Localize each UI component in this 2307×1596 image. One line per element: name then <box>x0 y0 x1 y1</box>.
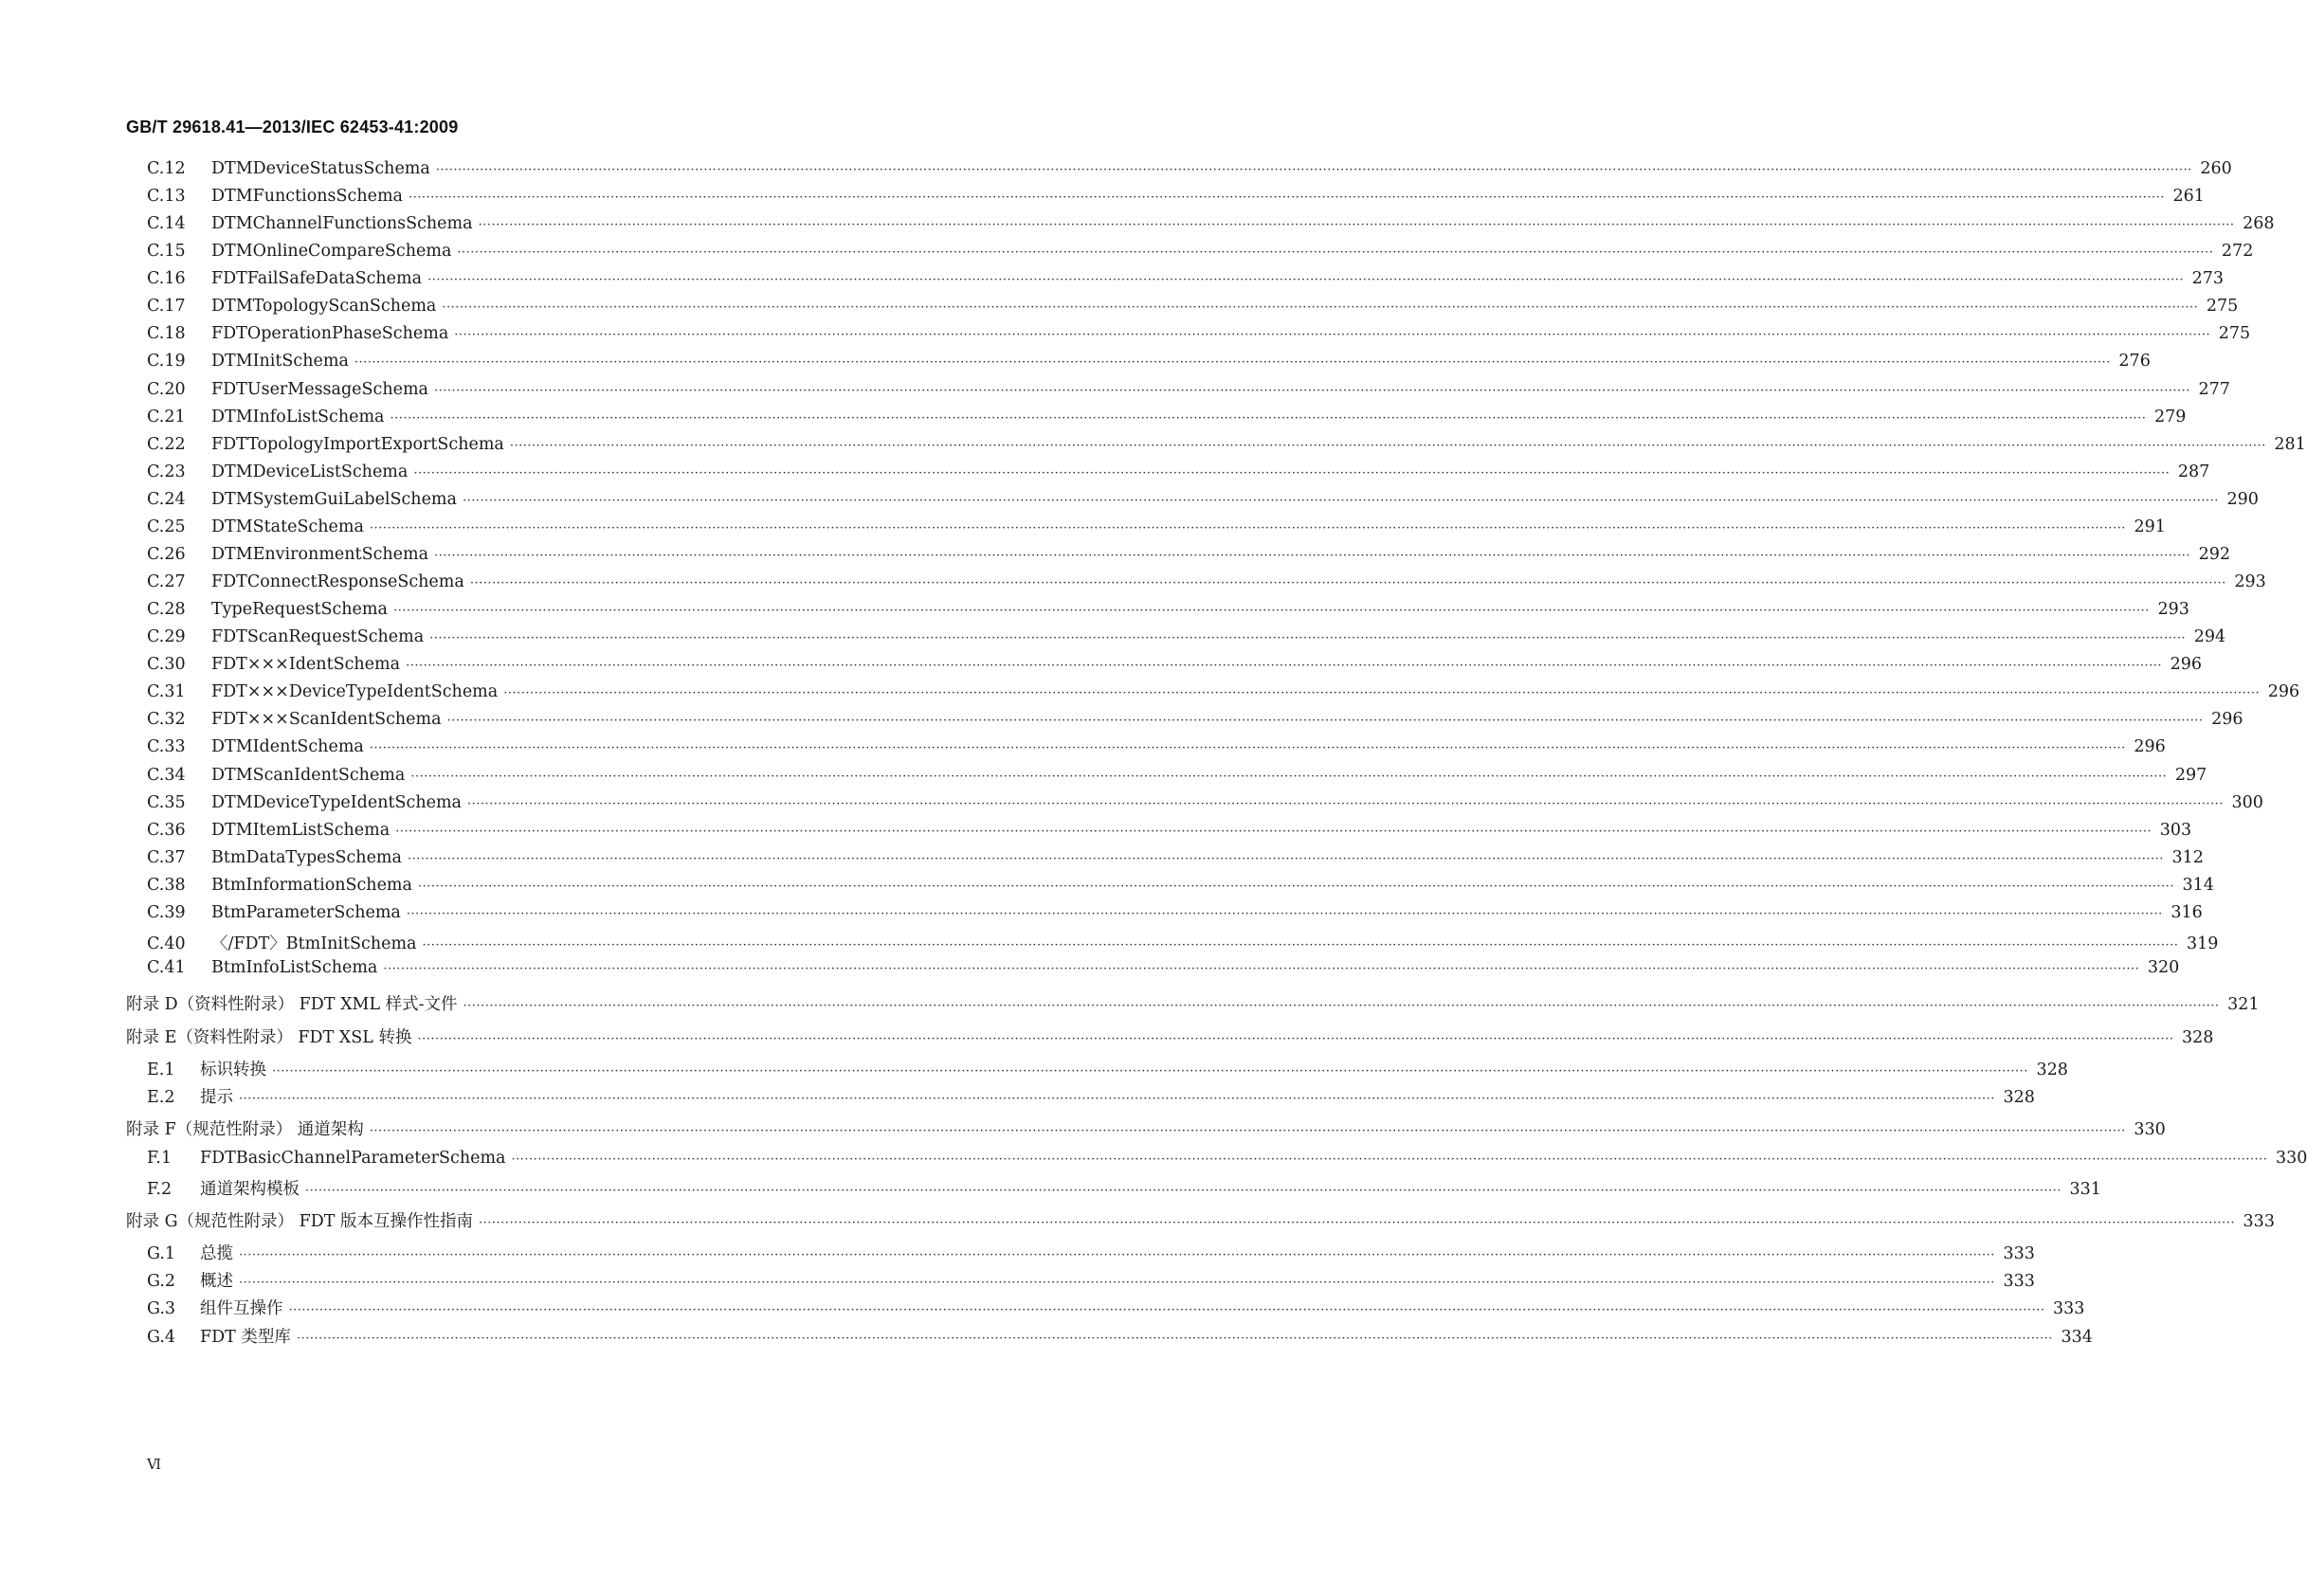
toc-entry-number: C.23 <box>147 462 186 481</box>
toc-entry-title: BtmParameterSchema <box>211 903 401 922</box>
toc-page-number: 333 <box>2003 1244 2035 1263</box>
toc-page-number: 293 <box>2234 572 2266 591</box>
toc-entry-number: C.25 <box>147 517 186 536</box>
toc-entry[interactable] <box>147 793 2263 818</box>
toc-leader-dots: ················································································································································································································································································································································································································ <box>454 328 2211 342</box>
toc-page-number: 320 <box>2147 958 2180 977</box>
toc-leader-dots: ················································································································································································································································································································································································································ <box>369 521 2126 535</box>
toc-page-number: 333 <box>2003 1272 2035 1291</box>
toc-entry-title: DTMInfoListSchema <box>211 408 385 426</box>
toc-entry-number: C.17 <box>147 297 186 316</box>
toc-leader-dots: ················································································································································································································································································································································································································ <box>239 1276 1995 1290</box>
toc-page-number: 296 <box>2267 682 2300 701</box>
toc-entry-number: C.24 <box>147 490 186 509</box>
toc-entry-number: C.36 <box>147 821 186 840</box>
toc-entry-number: G.3 <box>147 1299 176 1318</box>
toc-leader-dots: ················································································································································································································································································································································································································ <box>427 273 2184 287</box>
toc-entry-title: FDTConnectResponseSchema <box>211 572 464 591</box>
toc-entry-title: 总揽 <box>200 1244 233 1263</box>
toc-leader-dots: ················································································································································································································································································································································································································ <box>511 1152 2268 1167</box>
toc-entry-number: C.14 <box>147 214 186 233</box>
toc-entry[interactable] <box>147 490 2259 515</box>
toc-leader-dots: ················································································································································································································································································································································································································ <box>467 797 2224 811</box>
toc-entry-title: DTMSystemGuiLabelSchema <box>211 490 457 509</box>
toc-page-number: 333 <box>2243 1212 2275 1231</box>
toc-entry[interactable] <box>147 159 2232 184</box>
toc-entry[interactable] <box>126 1025 2214 1049</box>
toc-leader-dots: ················································································································································································································································································································································································································ <box>469 576 2226 590</box>
toc-entry-title: FDTScanRequestSchema <box>211 627 425 646</box>
toc-entry-number: C.18 <box>147 324 186 343</box>
toc-leader-dots: ················································································································································································································································································································································································································ <box>435 163 2192 177</box>
toc-entry-title: FDTUserMessageSchema <box>211 380 428 399</box>
toc-page-number: 296 <box>2170 655 2202 674</box>
toc-page-number: 279 <box>2154 408 2187 426</box>
toc-entry[interactable] <box>147 627 2226 652</box>
toc-entry[interactable] <box>126 1116 2166 1141</box>
toc-page-number: 294 <box>2193 627 2226 646</box>
toc-page-number: 334 <box>2061 1328 2093 1347</box>
toc-page-number: 312 <box>2171 848 2204 867</box>
toc-leader-dots: ················································································································································································································································································································································································································ <box>417 880 2174 894</box>
toc-entry-title: 组件互操作 <box>200 1299 283 1318</box>
toc-page-number: 281 <box>2274 435 2306 454</box>
toc-entry[interactable] <box>147 297 2239 321</box>
toc-entry-title: FDT 类型库 <box>200 1328 291 1347</box>
toc-entry[interactable] <box>147 572 2266 597</box>
toc-leader-dots: ················································································································································································································································································································································································································ <box>369 741 2126 755</box>
toc-entry-number: C.33 <box>147 737 186 756</box>
toc-page-number: 291 <box>2134 517 2166 536</box>
toc-leader-dots: ················································································································································································································································································································································································································ <box>478 218 2235 232</box>
toc-entry[interactable] <box>147 1176 2101 1201</box>
toc-entry-title: FDT×××DeviceTypeIdentSchema <box>211 682 499 701</box>
toc-page-number: 272 <box>2221 242 2254 261</box>
toc-page-number: 293 <box>2157 600 2189 619</box>
toc-leader-dots: ················································································································································································································································································································································································································ <box>369 1124 2126 1138</box>
toc-leader-dots: ················································································································································································································································································································································································································ <box>410 770 2168 784</box>
toc-page-number: 328 <box>2181 1028 2214 1047</box>
toc-leader-dots: ················································································································································································································································································································································································································ <box>457 245 2214 260</box>
toc-leader-dots: ················································································································································································································································································································································································································ <box>442 300 2199 315</box>
toc-entry-title: DTMTopologyScanSchema <box>211 297 437 316</box>
toc-entry-title: DTMEnvironmentSchema <box>211 545 429 564</box>
toc-page-number: 316 <box>2171 903 2203 922</box>
toc-leader-dots: ················································································································································································································································································································································································································ <box>503 686 2261 700</box>
toc-entry-title: 通道架构模板 <box>200 1180 300 1199</box>
toc-appendix-title: 附录 D（资料性附录） FDT XML 样式-文件 <box>126 995 458 1014</box>
toc-leader-dots: ················································································································································································································································································································································································································ <box>463 999 2220 1013</box>
toc-entry[interactable] <box>147 408 2187 432</box>
toc-entry[interactable] <box>147 1241 2035 1265</box>
toc-page-number: 268 <box>2243 214 2275 233</box>
toc-entry-title: FDTOperationPhaseSchema <box>211 324 449 343</box>
toc-page-number: 275 <box>2206 297 2239 316</box>
toc-entry[interactable] <box>147 214 2275 239</box>
toc-page-number: 297 <box>2174 766 2207 785</box>
toc-entry-title: DTMChannelFunctionsSchema <box>211 214 473 233</box>
toc-leader-dots: ················································································································································································································································································································································································································ <box>383 962 2140 976</box>
toc-leader-dots: ················································································································································································································································································································································································································ <box>417 1032 2174 1046</box>
toc-page-number: 287 <box>2177 462 2210 481</box>
toc-entry-title: DTMStateSchema <box>211 517 364 536</box>
toc-entry[interactable] <box>147 352 2151 376</box>
toc-leader-dots: ················································································································································································································································································································································································································ <box>390 411 2147 426</box>
toc-entry[interactable] <box>147 1324 2093 1349</box>
toc-leader-dots: ················································································································································································································································································································································································································ <box>288 1303 2045 1317</box>
toc-entry-number: C.39 <box>147 903 186 922</box>
toc-entry[interactable] <box>147 821 2192 845</box>
toc-entry[interactable] <box>147 931 2219 955</box>
toc-entry-number: C.27 <box>147 572 186 591</box>
toc-entry[interactable] <box>147 848 2204 873</box>
toc-entry-number: C.38 <box>147 876 186 895</box>
toc-leader-dots: ················································································································································································································································································································································································································ <box>406 907 2163 921</box>
toc-page-number: 328 <box>2036 1061 2068 1079</box>
toc-entry-number: G.4 <box>147 1328 176 1347</box>
toc-leader-dots: ················································································································································································································································································································································································································ <box>296 1332 2053 1346</box>
toc-entry-number: C.12 <box>147 159 186 178</box>
toc-entry-number: C.15 <box>147 242 186 261</box>
toc-entry-number: G.1 <box>147 1244 176 1263</box>
toc-leader-dots: ················································································································································································································································································································································································································ <box>479 1216 2235 1230</box>
toc-entry-number: E.1 <box>147 1061 175 1079</box>
toc-page-number: 276 <box>2118 352 2151 371</box>
toc-entry[interactable] <box>147 876 2214 900</box>
toc-entry-number: C.13 <box>147 187 186 206</box>
toc-page-number: 333 <box>2053 1299 2085 1318</box>
toc-leader-dots: ················································································································································································································································································································································································································ <box>408 190 2165 205</box>
page-number-folio: Ⅵ <box>147 1456 162 1473</box>
toc-appendix-title: 附录 G（规范性附录） FDT 版本互操作性指南 <box>126 1212 474 1231</box>
toc-page-number: 303 <box>2159 821 2192 840</box>
toc-leader-dots: ················································································································································································································································································································································································································ <box>272 1064 2028 1079</box>
toc-appendix-title: 附录 F（规范性附录） 通道架构 <box>126 1120 364 1139</box>
toc-entry-title: 概述 <box>200 1272 233 1291</box>
toc-entry[interactable] <box>147 545 2230 570</box>
toc-entry-number: C.20 <box>147 380 186 399</box>
toc-entry-title: FDT×××IdentSchema <box>211 655 401 674</box>
toc-page-number: 314 <box>2182 876 2214 895</box>
toc-entry[interactable] <box>147 269 2224 294</box>
toc-page-number: 292 <box>2198 545 2230 564</box>
toc-entry-title: DTMItemListSchema <box>211 821 391 840</box>
toc-entry-number: C.21 <box>147 408 186 426</box>
toc-entry[interactable] <box>147 600 2189 625</box>
toc-entry-number: F.1 <box>147 1149 173 1168</box>
toc-entry-number: C.35 <box>147 793 186 812</box>
toc-page-number: 260 <box>2200 159 2232 178</box>
toc-page-number: 330 <box>2276 1149 2307 1168</box>
toc-page-number: 296 <box>2134 737 2166 756</box>
toc-entry-number: C.32 <box>147 710 186 729</box>
toc-entry-number: G.2 <box>147 1272 176 1291</box>
toc-entry[interactable] <box>147 958 2180 983</box>
toc-entry[interactable] <box>147 737 2166 762</box>
toc-entry-title: 〈/FDT〉BtmInitSchema <box>211 934 417 953</box>
toc-entry-title: DTMIdentSchema <box>211 737 364 756</box>
toc-entry-number: C.28 <box>147 600 186 619</box>
toc-leader-dots: ················································································································································································································································································································································································································ <box>462 494 2219 508</box>
toc-entry[interactable] <box>147 1149 2307 1173</box>
toc-entry-number: C.34 <box>147 766 186 785</box>
toc-entry[interactable] <box>126 1208 2275 1233</box>
toc-page-number: 261 <box>2172 187 2205 206</box>
toc-entry-title: DTMScanIdentSchema <box>211 766 406 785</box>
toc-entry[interactable] <box>147 462 2210 487</box>
document-header: GB/T 29618.41—2013/IEC 62453-41:2009 <box>126 118 459 136</box>
toc-page-number: 275 <box>2218 324 2251 343</box>
toc-entry[interactable] <box>147 187 2205 211</box>
toc-page-number: 277 <box>2198 380 2230 399</box>
toc-page-number: 331 <box>2069 1180 2101 1199</box>
toc-entry-number: C.41 <box>147 958 186 977</box>
toc-entry-title: 提示 <box>200 1088 233 1107</box>
toc-entry[interactable] <box>147 1084 2035 1109</box>
toc-entry-title: DTMOnlineCompareSchema <box>211 242 452 261</box>
toc-entry-title: TypeRequestSchema <box>211 600 388 619</box>
toc-leader-dots: ················································································································································································································································································································································································································ <box>413 466 2171 481</box>
toc-entry-number: C.31 <box>147 682 186 701</box>
toc-page-number: 300 <box>2231 793 2263 812</box>
toc-entry[interactable] <box>147 517 2166 542</box>
toc-entry-title: BtmInfoListSchema <box>211 958 378 977</box>
toc-entry[interactable] <box>147 682 2300 707</box>
toc-leader-dots: ················································································································································································································································································································································································································ <box>422 938 2179 952</box>
toc-leader-dots: ················································································································································································································································································································································································································ <box>239 1092 1995 1106</box>
toc-entry[interactable] <box>147 242 2254 266</box>
toc-leader-dots: ················································································································································································································································································································································································································ <box>509 439 2266 453</box>
toc-entry[interactable] <box>147 1268 2035 1293</box>
toc-leader-dots: ················································································································································································································································································································································································································ <box>395 825 2153 839</box>
toc-page-number: 273 <box>2191 269 2224 288</box>
toc-entry-title: DTMDeviceStatusSchema <box>211 159 430 178</box>
toc-entry[interactable] <box>147 710 2243 735</box>
toc-page-number: 296 <box>2211 710 2243 729</box>
toc-entry-title: DTMInitSchema <box>211 352 349 371</box>
toc-entry-number: C.29 <box>147 627 186 646</box>
toc-entry[interactable] <box>147 1296 2085 1320</box>
toc-entry-title: DTMFunctionsSchema <box>211 187 403 206</box>
toc-entry-number: F.2 <box>147 1180 173 1199</box>
toc-entry-number: C.22 <box>147 435 186 454</box>
toc-leader-dots: ················································································································································································································································································································································································································ <box>406 659 2162 673</box>
toc-entry-title: FDTBasicChannelParameterSchema <box>200 1149 506 1168</box>
toc-appendix-title: 附录 E（资料性附录） FDT XSL 转换 <box>126 1028 412 1047</box>
toc-entry[interactable] <box>147 766 2207 790</box>
toc-entry-title: BtmDataTypesSchema <box>211 848 402 867</box>
toc-entry-number: C.30 <box>147 655 186 674</box>
toc-entry-number: C.19 <box>147 352 186 371</box>
toc-leader-dots: ················································································································································································································································································································································································································ <box>434 549 2190 563</box>
toc-entry[interactable] <box>147 903 2203 928</box>
toc-page-number: 319 <box>2187 934 2219 953</box>
toc-entry-title: FDTTopologyImportExportSchema <box>211 435 504 454</box>
toc-leader-dots: ················································································································································································································································································································································································································ <box>446 714 2204 728</box>
toc-entry-number: C.40 <box>147 934 186 953</box>
toc-page-number: 330 <box>2134 1120 2166 1139</box>
toc-leader-dots: ················································································································································································································································································································································································································ <box>429 631 2187 645</box>
toc-leader-dots: ················································································································································································································································································································································································································ <box>305 1184 2062 1198</box>
toc-entry-number: E.2 <box>147 1088 175 1107</box>
toc-entry-title: BtmInformationSchema <box>211 876 412 895</box>
toc-entry-title: FDT×××ScanIdentSchema <box>211 710 442 729</box>
toc-entry[interactable] <box>147 324 2251 349</box>
toc-entry-title: DTMDeviceListSchema <box>211 462 409 481</box>
toc-entry-number: C.16 <box>147 269 186 288</box>
toc-entry-number: C.26 <box>147 545 186 564</box>
toc-entry[interactable] <box>147 435 2306 460</box>
toc-entry[interactable] <box>147 380 2230 405</box>
toc-leader-dots: ················································································································································································································································································································································································································ <box>354 355 2111 370</box>
toc-page-number: 290 <box>2226 490 2259 509</box>
toc-entry-title: DTMDeviceTypeIdentSchema <box>211 793 462 812</box>
toc-entry[interactable] <box>126 991 2260 1016</box>
toc-page-number: 321 <box>2227 995 2260 1014</box>
toc-entry-title: 标识转换 <box>200 1061 266 1079</box>
toc-entry-number: C.37 <box>147 848 186 867</box>
toc-leader-dots: ················································································································································································································································································································································································································ <box>392 604 2150 618</box>
toc-entry[interactable] <box>147 1057 2068 1081</box>
toc-entry-title: FDTFailSafeDataSchema <box>211 269 423 288</box>
toc-page-number: 328 <box>2003 1088 2035 1107</box>
toc-entry[interactable] <box>147 655 2202 680</box>
toc-leader-dots: ················································································································································································································································································································································································································ <box>239 1248 1995 1262</box>
toc-leader-dots: ················································································································································································································································································································································································································ <box>433 384 2190 398</box>
toc-leader-dots: ················································································································································································································································································································································································································ <box>407 852 2164 866</box>
